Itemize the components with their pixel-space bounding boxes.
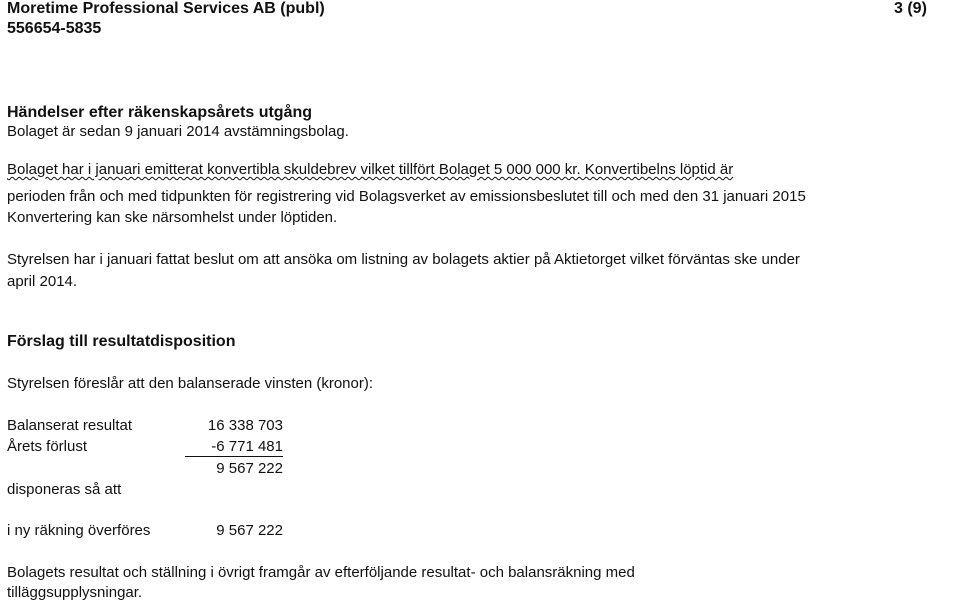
closing-line-2: tilläggsupplysningar. [7,584,143,601]
org-number: 556654-5835 [7,20,102,37]
page-number: 3 (9) [894,0,927,17]
events-line-1: Bolaget är sedan 9 januari 2014 avstämningsbolag. [7,123,349,140]
closing-line-1: Bolagets resultat och ställning i övrigt framgår av efterföljande resultat- och balansräkning med [7,564,635,581]
year-loss-label: Årets förlust [7,438,88,455]
company-name: Moretime Professional Services AB (publ) [7,0,325,17]
sum-value: 9 567 222 [216,460,283,477]
retained-earnings-value: 16 338 703 [207,417,283,434]
events-para2-line1-text: Bolaget har i januari emitterat konvertibla skuldebrev vilket tillfört Bolaget 5 000 000 kr. Konvertibelns löptid är [7,161,734,178]
events-heading: Händelser efter räkenskapsårets utgång [7,104,313,121]
retained-earnings-label: Balanserat resultat [7,417,133,434]
carry-forward-value: 9 567 222 [216,522,283,539]
events-para3-line1: Styrelsen har i januari fattat beslut om att ansöka om listning av bolagets aktier på Aktietorget vilket förväntas ske under [7,251,800,268]
disposition-heading: Förslag till resultatdisposition [7,333,236,350]
year-loss-value: -6 771 481 [185,438,283,457]
disposed-label: disponeras så att [7,481,122,498]
events-para3-line2: april 2014. [7,273,78,290]
events-para2-line3: Konvertering kan ske närsomhelst under löptiden. [7,209,338,226]
disposition-intro: Styrelsen föreslår att den balanserade vinsten (kronor): [7,375,374,392]
events-para2-line2: perioden från och med tidpunkten för registrering vid Bolagsverket av emissionsbeslutet till och med den 31 januari 2015 [7,188,806,205]
carry-forward-label: i ny räkning överföres [7,522,151,539]
events-para2-line1 [7,161,952,181]
